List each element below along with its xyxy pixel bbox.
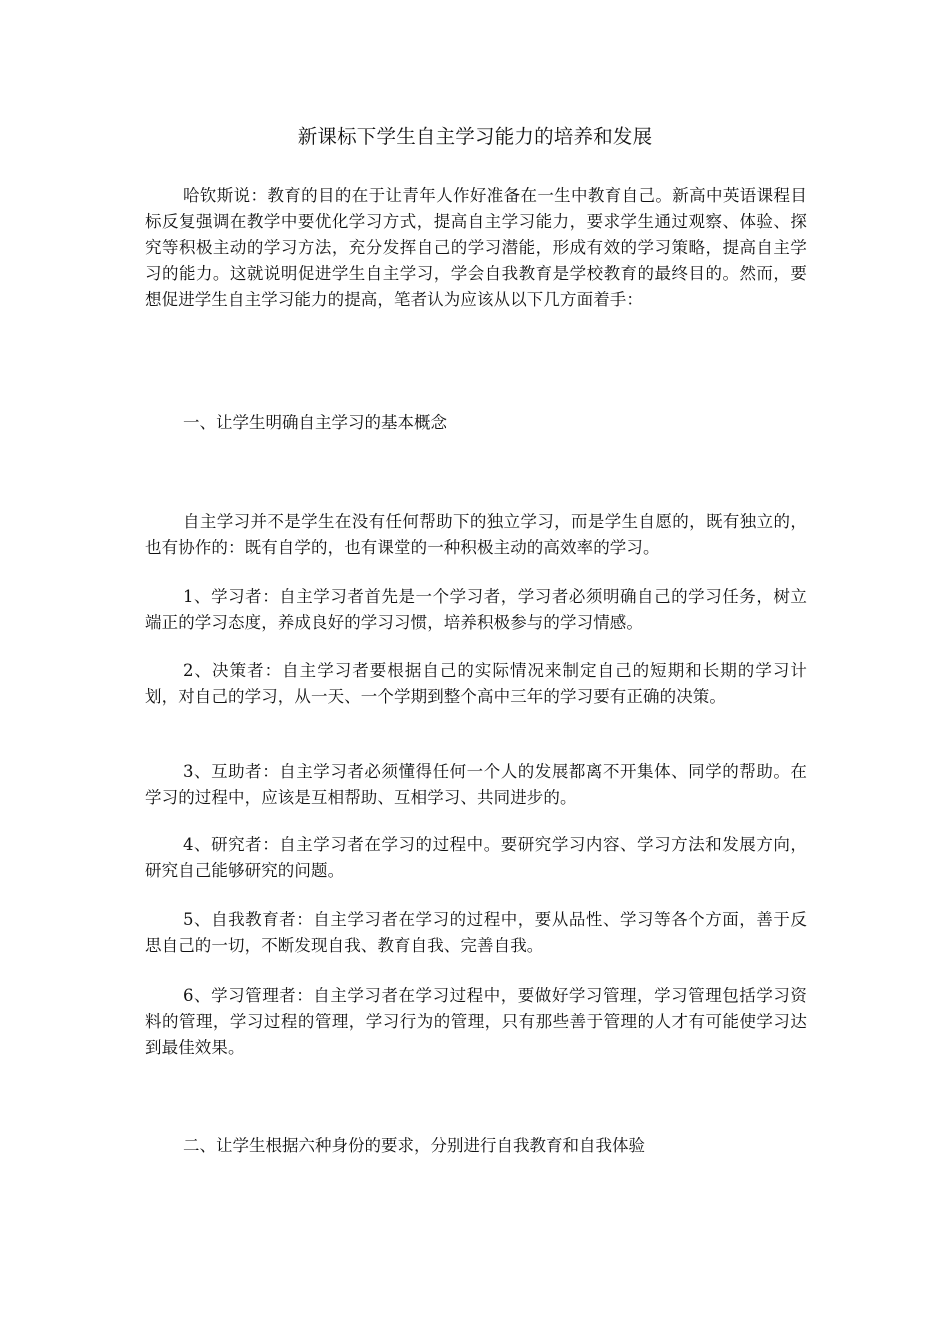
list-item-learner: 1、学习者：自主学习者首先是一个学习者，学习者必须明确自己的学习任务，树立端正的学习态度，养成良好的学习习惯，培养积极参与的学习情感。	[145, 587, 807, 632]
section-2-heading: 二、让学生根据六种身份的要求，分别进行自我教育和自我体验	[183, 1136, 645, 1155]
list-item-self-educator: 5、自我教育者：自主学习者在学习的过程中，要从品性、学习等各个方面，善于反思自己的一切，不断发现自我、教育自我、完善自我。	[145, 910, 807, 955]
section-1-heading: 一、让学生明确自主学习的基本概念	[183, 413, 447, 432]
list-item-researcher: 4、研究者：自主学习者在学习的过程中。要研究学习内容、学习方法和发展方向，研究自己能够研究的问题。	[145, 835, 807, 880]
document-title: 新课标下学生自主学习能力的培养和发展	[297, 125, 653, 148]
list-item-helper: 3、互助者：自主学习者必须懂得任何一个人的发展都离不开集体、同学的帮助。在学习的过程中，应该是互相帮助、互相学习、共同进步的。	[145, 762, 807, 807]
list-item-learning-manager: 6、学习管理者：自主学习者在学习过程中，要做好学习管理，学习管理包括学习资料的管理，学习过程的管理，学习行为的管理，只有那些善于管理的人才有可能使学习达到最佳效果。	[145, 986, 807, 1057]
section-1-paragraph: 自主学习并不是学生在没有任何帮助下的独立学习，而是学生自愿的，既有独立的，也有协作的：既有自学的，也有课堂的一种积极主动的高效率的学习。	[145, 512, 807, 557]
list-item-decision-maker: 2、决策者：自主学习者要根据自己的实际情况来制定自己的短期和长期的学习计划，对自己的学习，从一天、一个学期到整个高中三年的学习要有正确的决策。	[145, 661, 807, 706]
intro-paragraph: 哈钦斯说：教育的目的在于让青年人作好准备在一生中教育自己。新高中英语课程目标反复强调在教学中要优化学习方式，提高自主学习能力，要求学生通过观察、体验、探究等积极主动的学习方法，充分发挥自己的学习潜能，形成有效的学习策略，提高自主学习的能力。这就说明促进学生自主学习，学会自我教育是学校教育的最终目的。然而，要想促进学生自主学习能力的提高，笔者认为应该从以下几方面着手：	[145, 186, 807, 309]
